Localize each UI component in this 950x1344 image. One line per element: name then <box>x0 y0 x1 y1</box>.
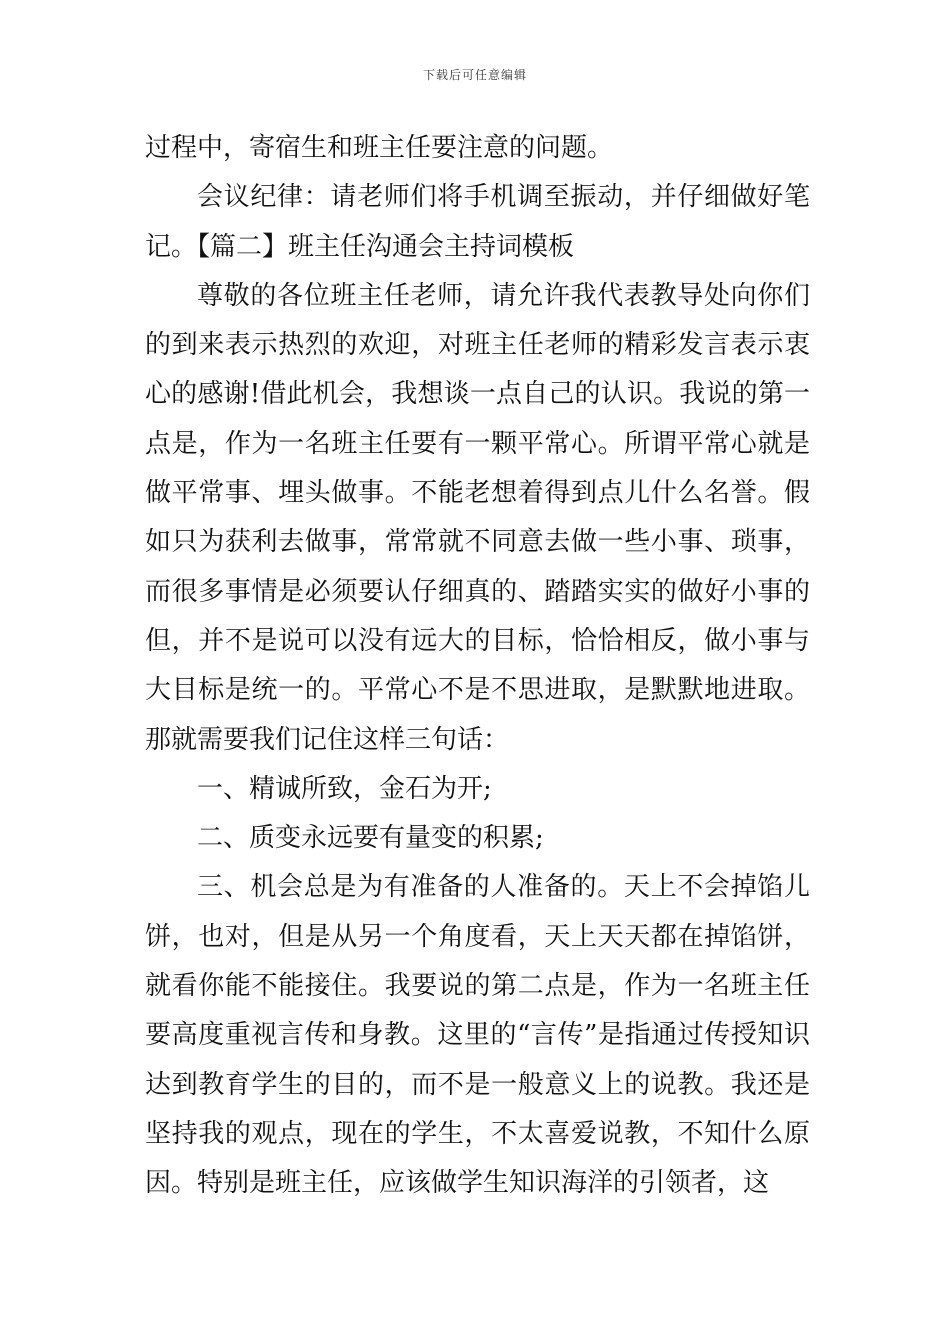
paragraph-1: 过程中，寄宿生和班主任要注意的问题。 <box>145 133 614 163</box>
header-note: 下载后可任意编辑 <box>422 68 527 82</box>
paragraph-5: 二、质变永远要有量变的积累; <box>197 823 544 854</box>
body-text <box>145 124 810 1209</box>
paragraph-6: 三、机会总是为有准备的人准备的。天上不会掉馅儿饼，也对，但是从另一个角度看，天上天天都在掉馅饼，就看你能不能接住。我要说的第二点是，作为一名班主任要高度重视言传和身教。这里的“言传”是指通过传授知识达到教育学生的目的，而不是一般意义上的说教。我还是坚持我的观点，现在的学生，不太喜爱说教，不知什么原因。特别是班主任，应该做学生知识海洋的引领者，这 <box>145 872 810 1199</box>
paragraph-2: 会议纪律：请老师们将手机调至振动，并仔细做好笔记。【篇二】班主任沟通会主持词模板 <box>145 182 810 262</box>
paragraph-4: 一、精诚所致，金石为开; <box>197 773 492 804</box>
paragraph-3: 尊敬的各位班主任老师，请允许我代表教导处向你们的到来表示热烈的欢迎，对班主任老师的精彩发言表示衷心的感谢!借此机会，我想谈一点自己的认识。我说的第一点是，作为一名班主任要有一颗平常心。所谓平常心就是做平常事、埋头做事。不能老想着得到点儿什么名誉。假如只为获利去做事，常常就不同意去做一些小事、琐事，而很多事情是必须要认仔细真的、踏踏实实的做好小事的但，并不是说可以没有远大的目标，恰恰相反，做小事与大目标是统一的。平常心不是不思进取，是默默地进取。那就需要我们记住这样三句话： <box>145 280 810 755</box>
